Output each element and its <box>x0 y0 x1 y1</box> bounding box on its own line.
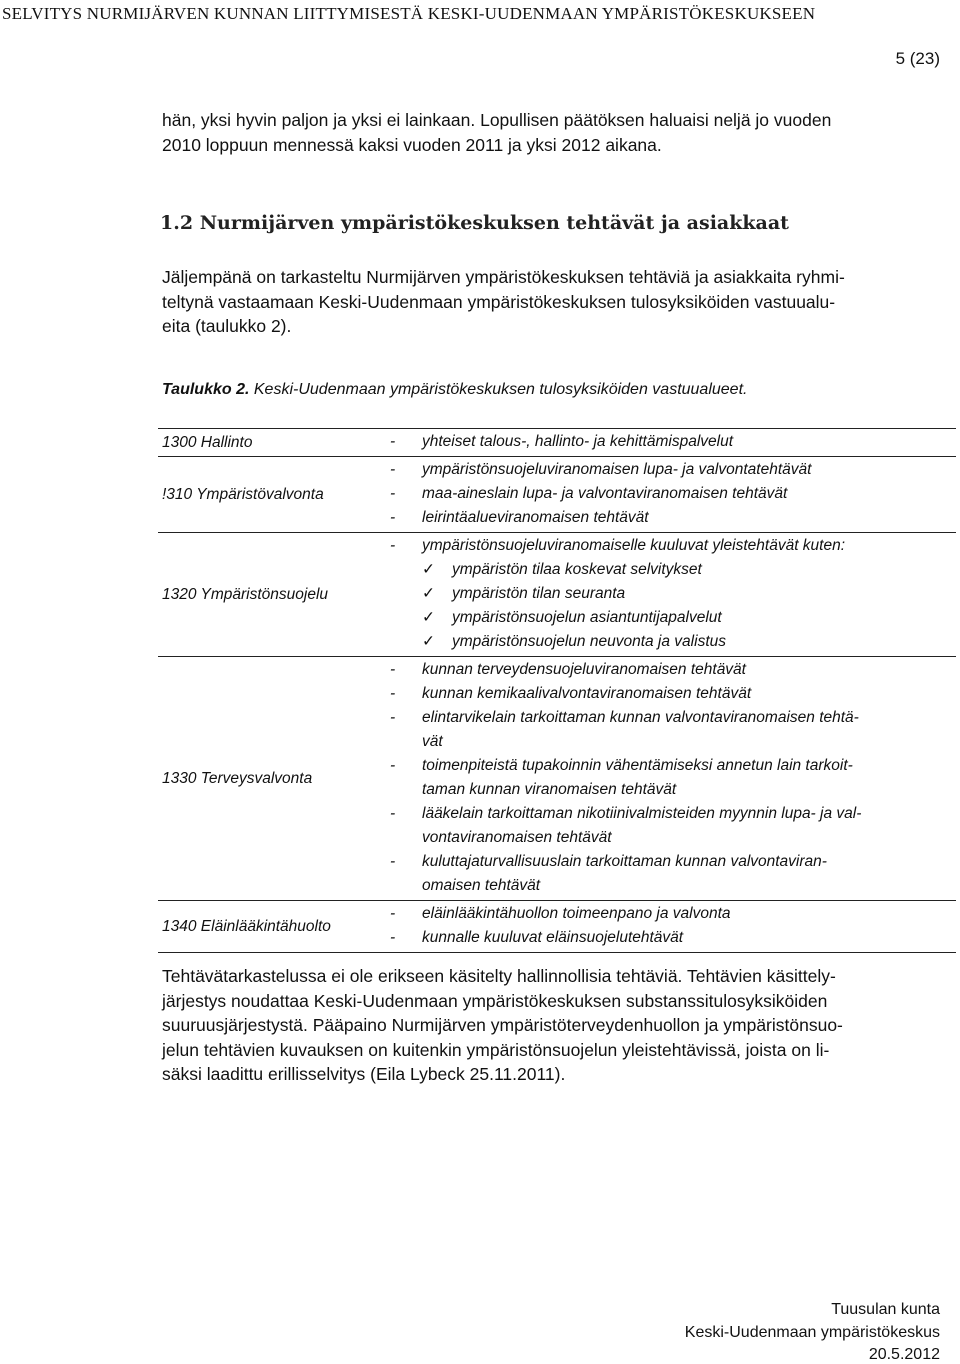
paragraph-line: hän, yksi hyvin paljon ja yksi ei lainkaan. Lopullisen päätöksen haluaisi neljä jo vuoden <box>162 110 832 130</box>
dash-marker: - <box>390 537 396 554</box>
task-text: kunnan terveydensuojeluviranomaisen tehtävät <box>422 661 746 678</box>
task-item <box>386 658 956 682</box>
task-text: kunnan kemikaalivalvontaviranomaisen tehtävät <box>422 685 752 702</box>
task-text: leirintäalueviranomaisen tehtävät <box>422 509 649 526</box>
check-icon: ✓ <box>422 561 435 578</box>
task-item <box>386 850 956 898</box>
task-text: ympäristönsuojeluviranomaiselle kuuluvat yleistehtävät kuten: <box>422 537 846 554</box>
checklist-item <box>386 558 956 582</box>
check-text: ympäristön tilan seuranta <box>452 585 626 602</box>
check-text: ympäristönsuojelun asiantuntijapalvelut <box>452 609 722 626</box>
table-row <box>158 901 956 953</box>
task-text-continued: taman kunnan viranomaisen tehtävät <box>422 781 677 798</box>
section-heading <box>160 212 789 234</box>
paragraph-line: 2010 loppuun mennessä kaksi vuoden 2011 ja yksi 2012 aikana. <box>162 134 662 155</box>
paragraph-line: säksi laadittu erillisselvitys (Eila Lybeck 25.11.2011). <box>162 1064 566 1084</box>
paragraph-line: teltynä vastaamaan Keski-Uudenmaan ympäristökeskuksen tulosyksiköiden vastuualu- <box>162 291 836 312</box>
task-item <box>386 430 956 454</box>
unit-name: !310 Ympäristövalvonta <box>162 485 324 503</box>
task-list <box>386 657 956 900</box>
section-paragraph <box>162 265 947 339</box>
task-text: kuluttajaturvallisuuslain tarkoittaman kunnan valvontaviran- <box>422 853 827 870</box>
task-item <box>386 506 956 530</box>
dash-marker: - <box>390 853 396 870</box>
task-text-continued: vontaviranomaisen tehtävät <box>422 829 612 846</box>
table-row <box>158 428 956 457</box>
check-icon: ✓ <box>422 609 435 626</box>
footer-unit: Keski-Uudenmaan ympäristökeskus <box>684 1324 940 1341</box>
task-text: yhteiset talous-, hallinto- ja kehittämispalvelut <box>422 433 734 450</box>
task-text-continued: omaisen tehtävät <box>422 877 541 894</box>
paragraph-line: eita (taulukko 2). <box>162 316 292 336</box>
check-text: ympäristön tilaa koskevat selvitykset <box>452 561 702 578</box>
dash-marker: - <box>390 685 396 702</box>
page-number: 5 (23) <box>895 49 940 68</box>
footer-date: 20.5.2012 <box>868 1346 940 1363</box>
task-item <box>386 926 956 950</box>
dash-marker: - <box>390 757 396 774</box>
dash-marker: - <box>390 905 396 922</box>
document-header-title: SELVITYS NURMIJÄRVEN KUNNAN LIITTYMISESTÄ KESKI-UUDENMAAN YMPÄRISTÖKESKUKSEEN <box>2 4 816 23</box>
task-list <box>386 457 956 532</box>
checklist-item <box>386 606 956 630</box>
unit-name: 1320 Ympäristönsuojelu <box>162 585 329 603</box>
dash-marker: - <box>390 929 396 946</box>
table-row <box>158 657 956 901</box>
unit-name: 1300 Hallinto <box>162 433 253 451</box>
paragraph-line: järjestys noudattaa Keski-Uudenmaan ympäristökeskuksen substanssitulosyksiköiden <box>162 990 828 1011</box>
task-item <box>386 458 956 482</box>
dash-marker: - <box>390 509 396 526</box>
paragraph-line: Jäljempänä on tarkasteltu Nurmijärven ympäristökeskuksen tehtäviä ja asiakkaita ryhmi- <box>162 267 845 287</box>
check-text: ympäristönsuojelun neuvonta ja valistus <box>452 633 726 650</box>
footer-organization: Tuusulan kunta <box>831 1301 940 1318</box>
closing-paragraph <box>162 964 947 1087</box>
paragraph-line: jelun tehtävien kuvauksen on kuitenkin ympäristönsuojelun yleistehtävissä, joista on li- <box>162 1039 830 1060</box>
table-caption-text: Keski-Uudenmaan ympäristökeskuksen tulosyksiköiden vastuualueet. <box>249 381 748 398</box>
task-item <box>386 754 956 802</box>
table-caption <box>162 381 747 399</box>
unit-name: 1340 Eläinlääkintähuolto <box>162 917 331 935</box>
task-text: maa-aineslain lupa- ja valvontaviranomaisen tehtävät <box>422 485 788 502</box>
unit-name: 1330 Terveysvalvonta <box>162 769 313 787</box>
task-text: eläinlääkintähuollon toimeenpano ja valvonta <box>422 905 731 922</box>
task-item <box>386 534 956 558</box>
section-title: Nurmijärven ympäristökeskuksen tehtävät ja asiakkaat <box>199 212 789 234</box>
responsibility-table <box>158 428 956 953</box>
table-caption-label: Taulukko 2. <box>162 381 250 398</box>
checklist-item <box>386 582 956 606</box>
task-list <box>386 901 956 952</box>
paragraph-line: suuruusjärjestystä. Pääpaino Nurmijärven ympäristöterveydenhuollon ja ympäristönsuo- <box>162 1015 843 1035</box>
check-icon: ✓ <box>422 585 435 602</box>
paragraph-line: Tehtävätarkastelussa ei ole erikseen käsitelty hallinnollisia tehtäviä. Tehtävien käsittely- <box>162 966 836 986</box>
checklist-item <box>386 630 956 654</box>
dash-marker: - <box>390 485 396 502</box>
task-text: lääkelain tarkoittaman nikotiinivalmisteiden myynnin lupa- ja val- <box>422 805 862 822</box>
dash-marker: - <box>390 433 396 450</box>
table-row <box>158 457 956 533</box>
task-text: kunnalle kuuluvat eläinsuojelutehtävät <box>422 929 684 946</box>
task-item <box>386 482 956 506</box>
dash-marker: - <box>390 461 396 478</box>
table-row <box>158 533 956 657</box>
task-item <box>386 802 956 850</box>
task-text: elintarvikelain tarkoittaman kunnan valvontaviranomaisen tehtä- <box>422 709 859 726</box>
task-text-continued: vät <box>422 733 443 750</box>
dash-marker: - <box>390 805 396 822</box>
task-text: ympäristönsuojeluviranomaisen lupa- ja valvontatehtävät <box>422 461 812 478</box>
task-item <box>386 902 956 926</box>
section-number: 1.2 <box>160 212 194 234</box>
task-list <box>386 533 956 656</box>
task-text: toimenpiteistä tupakoinnin vähentämiseksi annetun lain tarkoit- <box>422 757 853 774</box>
task-item <box>386 682 956 706</box>
check-icon: ✓ <box>422 633 435 650</box>
task-item <box>386 706 956 754</box>
dash-marker: - <box>390 709 396 726</box>
dash-marker: - <box>390 661 396 678</box>
intro-paragraph <box>162 108 947 157</box>
task-list <box>386 429 956 456</box>
